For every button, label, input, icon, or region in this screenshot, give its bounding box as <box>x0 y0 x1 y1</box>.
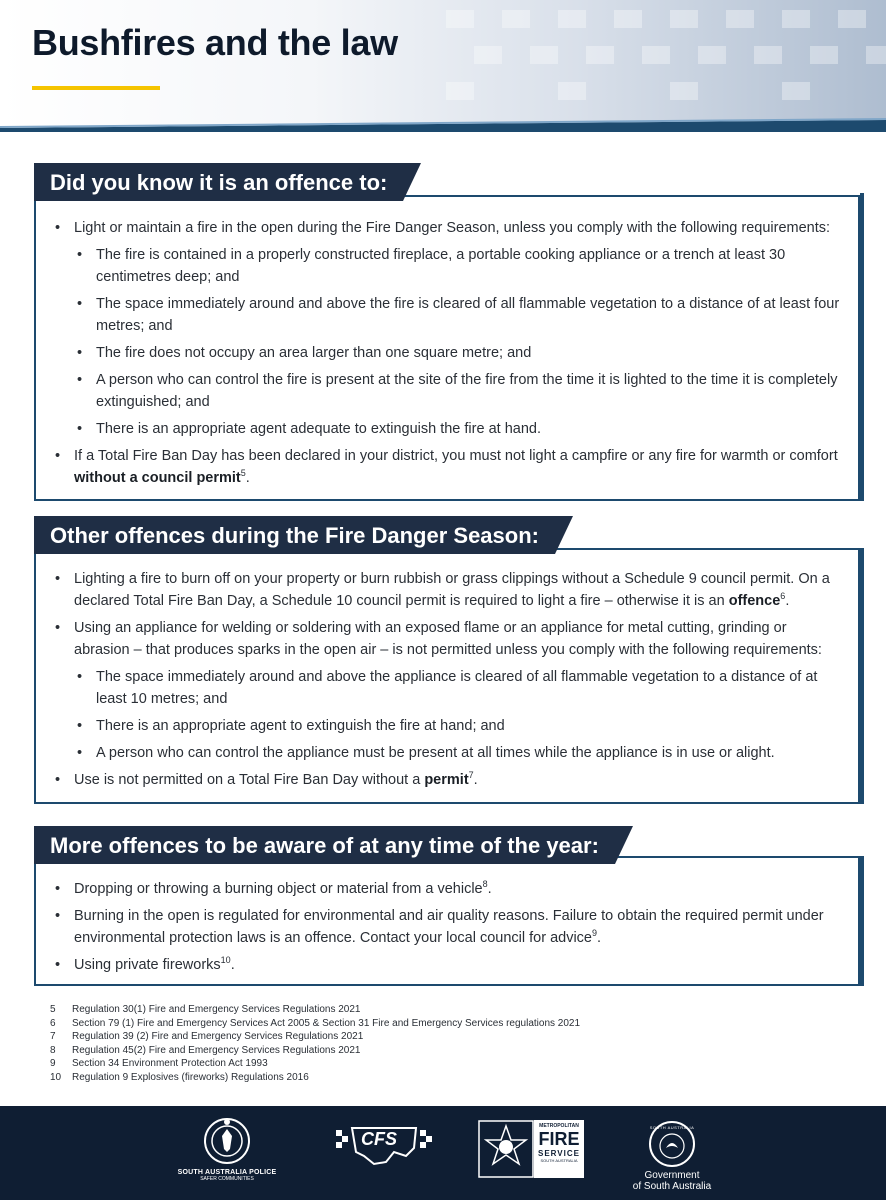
list-item: • The fire does not occupy an area larger than one square metre; and <box>96 342 846 364</box>
police-tagline: SAFER COMMUNITIES <box>200 1176 254 1182</box>
header-wave-band <box>0 118 886 132</box>
section-fire-danger-season <box>34 516 860 804</box>
gov-line2: of South Australia <box>632 1181 712 1192</box>
sa-police-logo <box>172 1116 282 1182</box>
offence-list <box>36 878 858 976</box>
mfs-star-icon <box>478 1120 534 1178</box>
list-item: • The fire is contained in a properly constructed fireplace, a portable cooking appliance or a trench at least 30 centimetres deep; and <box>96 244 846 288</box>
footnote: 8 Regulation 45(2) Fire and Emergency Services Regulations 2021 <box>50 1044 361 1056</box>
section-any-time <box>34 826 860 986</box>
offence-list <box>36 568 858 791</box>
list-item: • The space immediately around and above the fire is cleared of all flammable vegetation to a distance of at least four metres; and <box>96 293 846 337</box>
mfs-wordmark: METROPOLITAN FIRE SERVICE SOUTH AUSTRALIA <box>534 1120 584 1178</box>
section-heading: Other offences during the Fire Danger Season: <box>34 516 555 554</box>
list-item: • Using an appliance for welding or soldering with an exposed flame or an appliance for metal cutting, grinding or abrasion – that produces sparks in the open air – is not permitted unless you comply with the following requirements: • The space immediately around and above the appliance is cleared of all flammable vegetation to a distance of at least 10 metres; and • There is an appropriate agent to extinguish the fire at hand; and • A person who can control the appliance must be present at all times while the appliance is in use or alight. <box>74 617 846 764</box>
offence-list <box>36 217 858 489</box>
list-item: • A person who can control the appliance must be present at all times while the appliance is in use or alight. <box>96 742 846 764</box>
footnote: 7 Regulation 39 (2) Fire and Emergency Services Regulations 2021 <box>50 1031 364 1042</box>
cfs-logo <box>334 1122 434 1172</box>
footer-logos <box>0 1106 886 1200</box>
gov-line1: Government <box>644 1170 700 1181</box>
list-item: • A person who can control the fire is present at the site of the fire from the time it is lighted to the time it is completely extinguished; and <box>96 369 846 413</box>
list-item: • If a Total Fire Ban Day has been declared in your district, you must not light a campfire or any fire for warmth or comfort without a council permit$^5$. <box>74 445 846 489</box>
footnote: 10 Regulation 9 Explosives (fireworks) Regulations 2016 <box>50 1071 309 1083</box>
footnotes <box>50 1003 830 1084</box>
list-item: • Dropping or throwing a burning object or material from a vehicle$^8$. <box>74 878 846 900</box>
police-badge-icon <box>202 1116 252 1166</box>
cfs-label: CFS <box>361 1129 397 1149</box>
list-item: • Light or maintain a fire in the open during the Fire Danger Season, unless you comply with the following requirements: • The fire is contained in a properly constructed fireplace, a portable cooking appliance or a trench at least 30 centimetres deep; and • The space immediately around and above the fire is cleared of all flammable vegetation to a distance of at least four metres; and • The fire does not occupy an area larger than one square metre; and • A person who can control the fire is present at the site of the fire from the time it is lighted to the time it is completely extinguished; and • There is an appropriate agent adequate to extinguish the fire at hand. <box>74 217 846 440</box>
page-title: Bushfires and the law <box>32 22 398 63</box>
checkered-pattern <box>426 0 886 120</box>
section-heading: Did you know it is an offence to: <box>34 163 403 201</box>
list-item: • There is an appropriate agent to extinguish the fire at hand; and <box>96 715 846 737</box>
list-item: • Using private fireworks$^{10}$. <box>74 954 846 976</box>
list-item: • There is an appropriate agent adequate to extinguish the fire at hand. <box>96 418 846 440</box>
list-item: • The space immediately around and above the appliance is cleared of all flammable vegetation to a distance of at least 10 metres; and <box>96 666 846 710</box>
sub-list <box>74 244 846 440</box>
list-item: • Use is not permitted on a Total Fire Ban Day without a permit$^7$. <box>74 769 846 791</box>
footnote: 9 Section 34 Environment Protection Act 1993 <box>50 1058 268 1069</box>
gov-sa-logo <box>620 1120 724 1192</box>
section-offences <box>34 163 860 501</box>
page-header <box>0 0 886 132</box>
gov-crest-text: SOUTH AUSTRALIA <box>649 1125 695 1130</box>
list-item: • Lighting a fire to burn off on your property or burn rubbish or grass clippings without a Schedule 9 council permit. On a declared Total Fire Ban Day, a Schedule 10 council permit is required to light a fire – otherwise it is an offence$^6$. <box>74 568 846 612</box>
footnote: 5 Regulation 30(1) Fire and Emergency Services Regulations 2021 <box>50 1004 361 1015</box>
footnote: 6 Section 79 (1) Fire and Emergency Services Act 2005 & Section 31 Fire and Emergency Services regulations 2021 <box>50 1017 581 1029</box>
sub-list <box>74 666 846 764</box>
list-item: • Burning in the open is regulated for environmental and air quality reasons. Failure to obtain the required permit under environmental protection laws is an offence. Contact your local council for advice$^9$. <box>74 905 846 949</box>
mfs-logo <box>478 1120 588 1178</box>
title-underline <box>32 86 160 90</box>
police-name: SOUTH AUSTRALIA POLICE <box>177 1169 277 1176</box>
section-heading: More offences to be aware of at any time of the year: <box>34 826 615 864</box>
